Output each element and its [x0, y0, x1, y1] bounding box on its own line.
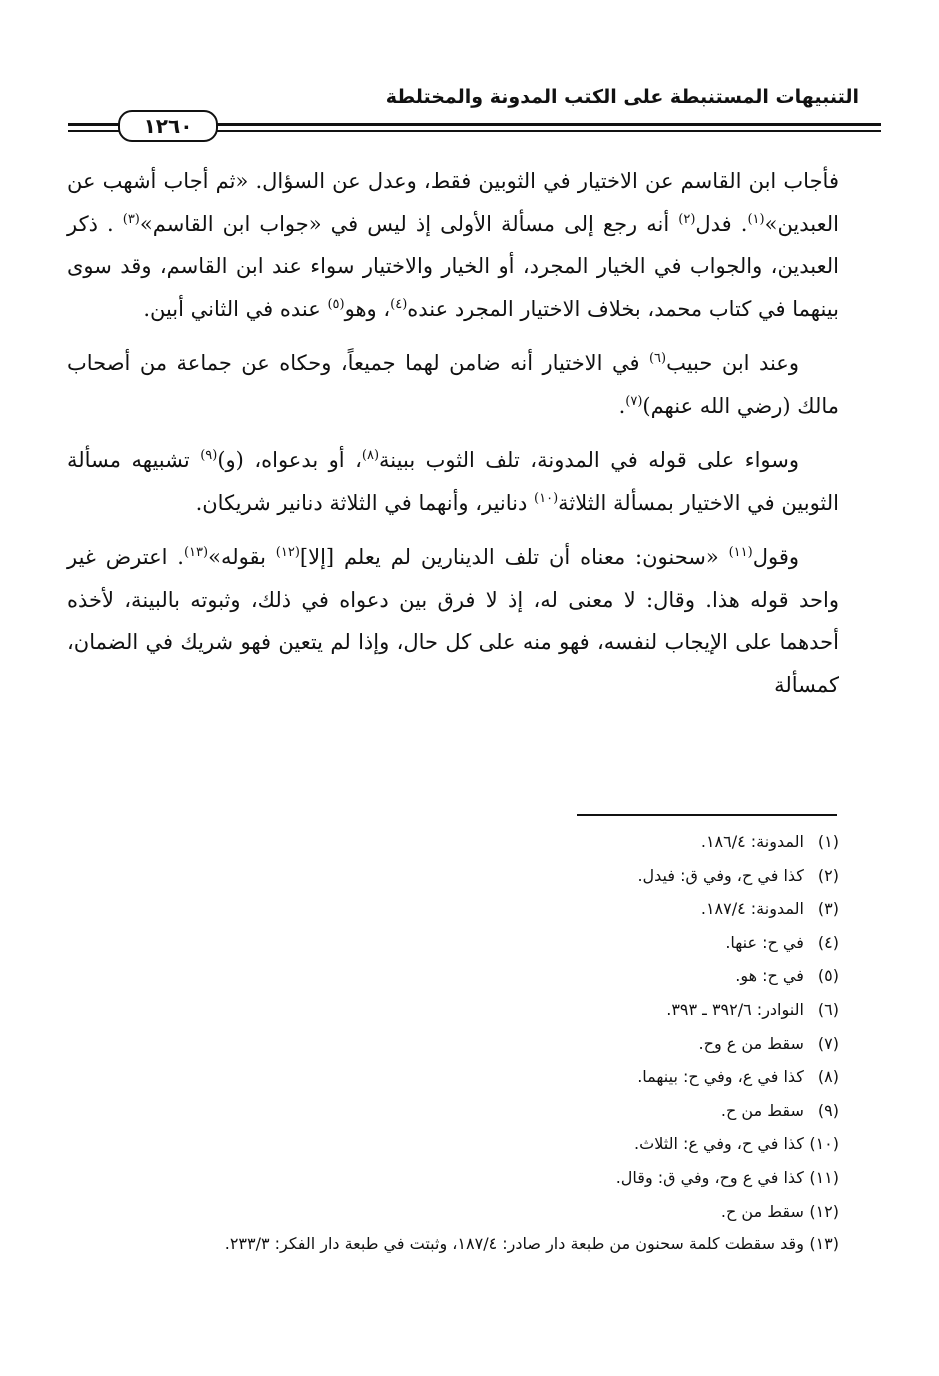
footnote-marker[interactable]: (٣) [122, 211, 140, 227]
footnote-marker[interactable]: (١) [747, 211, 765, 227]
footnote-marker[interactable]: (٥) [327, 296, 345, 312]
footnote-text: سقط من ح. [720, 1201, 809, 1221]
text-segment: أنه رجع إلى مسألة الأولى إذ ليس في «جواب ابن القاسم» [139, 211, 679, 236]
footnote-item [59, 892, 839, 926]
footnote-text: كذا في ح، وفي ع: الثلاث. [634, 1134, 809, 1154]
text-segment: . فدل [695, 211, 748, 236]
text-segment: فأجاب ابن القاسم عن الاختيار في الثوبين فقط، وعدل عن السؤال. «ثم أجاب أشهب عن العبدين» [67, 169, 839, 236]
footnote-marker[interactable]: (١١) [728, 545, 753, 560]
footnote-text: كذا في ع وح، وفي ق: وقال. [615, 1167, 809, 1187]
footnote-text: سقط من ع وح. [698, 1033, 809, 1053]
footnote-number: (٣) [817, 899, 839, 919]
paragraph [67, 342, 839, 427]
footnote-marker[interactable]: (١٢) [275, 545, 300, 560]
footnote-item [59, 1161, 839, 1195]
footnote-item [59, 825, 839, 859]
footnote-number: (٥) [817, 966, 839, 986]
paragraph [67, 160, 839, 330]
footnote-number: (٦) [817, 999, 839, 1019]
running-title: التنبيهات المستنبطة على الكتب المدونة والمختلطة [385, 86, 859, 108]
footnote-number: (٢) [817, 865, 839, 885]
footnote-item [59, 926, 839, 960]
text-segment: تشبيهه مسألة الثوبين في الاختيار بمسألة الثلاثة [67, 448, 839, 515]
footnote-number: (١٠) [809, 1134, 839, 1154]
footnote-marker[interactable]: (٤) [390, 296, 408, 312]
text-segment: وعند ابن حبيب [666, 351, 799, 375]
footnote-number: (١٢) [809, 1201, 839, 1221]
text-segment: دنانير، وأنهما في الثلاثة دنانير شريكان. [195, 490, 535, 515]
footnote-marker[interactable]: (١٠) [534, 490, 559, 506]
page-number: ١٢٦٠ [118, 110, 218, 142]
text-segment: . [618, 393, 626, 418]
footnote-text: المدونة: ١٨٧/٤. [700, 899, 809, 919]
paragraph [67, 536, 839, 706]
footnote-text: سقط من ح. [720, 1100, 809, 1120]
footnote-item [59, 959, 839, 993]
footnote-marker[interactable]: (٨) [361, 448, 380, 463]
footnote-item [59, 1027, 839, 1061]
footnote-number: (١٣) [809, 1234, 839, 1254]
text-segment: ، أو بدعواه، (و) [217, 448, 362, 472]
footnote-text: وقد سقطت كلمة سحنون من طبعة دار صادر: ١٨٧/٤، وثبتت في طبعة دار الفكر: ٢٣٣/٣. [224, 1234, 809, 1254]
footnote-item [59, 993, 839, 1027]
footnote-text: كذا في ح، وفي ق: فيدل. [637, 865, 809, 885]
text-segment: عنده في الثاني أبين. [143, 296, 328, 321]
footnote-separator [577, 814, 837, 816]
paragraph [67, 439, 839, 524]
footnote-number: (٧) [817, 1033, 839, 1053]
footnote-marker[interactable]: (٦) [648, 351, 667, 366]
footnote-marker[interactable]: (٧) [625, 393, 643, 409]
footnote-item [59, 1195, 839, 1229]
footnote-number: (٤) [817, 932, 839, 952]
footnote-marker[interactable]: (٢) [678, 211, 696, 227]
footnote-text: كذا في ع، وفي ح: بينهما. [637, 1067, 809, 1087]
text-segment: ، وهو [344, 296, 391, 321]
text-segment: وقول [752, 545, 800, 569]
footnote-text: في ح: عنها. [725, 932, 809, 952]
footnote-number: (١) [817, 832, 839, 851]
footnote-item [59, 1127, 839, 1161]
main-text [67, 160, 839, 718]
footnote-marker[interactable]: (١٣) [183, 545, 209, 560]
text-segment: وسواء على قوله في المدونة، تلف الثوب ببينة [379, 448, 799, 472]
footnote-text: في ح: هو. [735, 966, 809, 986]
footnote-number: (٩) [817, 1100, 839, 1120]
footnote-number: (١١) [809, 1167, 839, 1187]
footnote-number: (٨) [817, 1067, 839, 1087]
text-segment: في الاختيار أنه ضامن لهما جميعاً، وحكاه عن جماعة من أصحاب مالك (رضي الله عنهم) [67, 351, 839, 418]
footnote-item [59, 1094, 839, 1128]
footnote-text: المدونة: ١٨٦/٤. [700, 832, 809, 851]
footnote-text: النوادر: ٣٩٢/٦ ـ ٣٩٣. [666, 999, 809, 1019]
text-segment: . اعترض غير واحد قوله هذا. وقال: لا معنى له، إذ لا فرق بين دعواه في ذلك، وثبوته بالبينة، لأخذه أحدهما على الإيجاب لنفسه، فهو منه على كل حال، وإذا لم يتعين فهو شريك في الضمان، كمسألة [67, 545, 839, 697]
footnote-marker[interactable]: (٩) [200, 448, 218, 463]
footnote-item [59, 1230, 839, 1258]
footnote-item [59, 1060, 839, 1094]
text-segment: «سحنون: معناه أن تلف الدينارين لم يعلم [إلا] [299, 545, 729, 569]
footnote-item [59, 859, 839, 893]
text-segment: بقوله» [208, 545, 276, 569]
text-segment: . ذكر العبدين، والجواب في الخيار المجرد، أو الخيار والاختيار سواء عند ابن القاسم، وقد سوى بينهما في كتاب محمد، بخلاف الاختيار المجرد عنده [67, 211, 839, 321]
footnotes-list [59, 825, 839, 1258]
